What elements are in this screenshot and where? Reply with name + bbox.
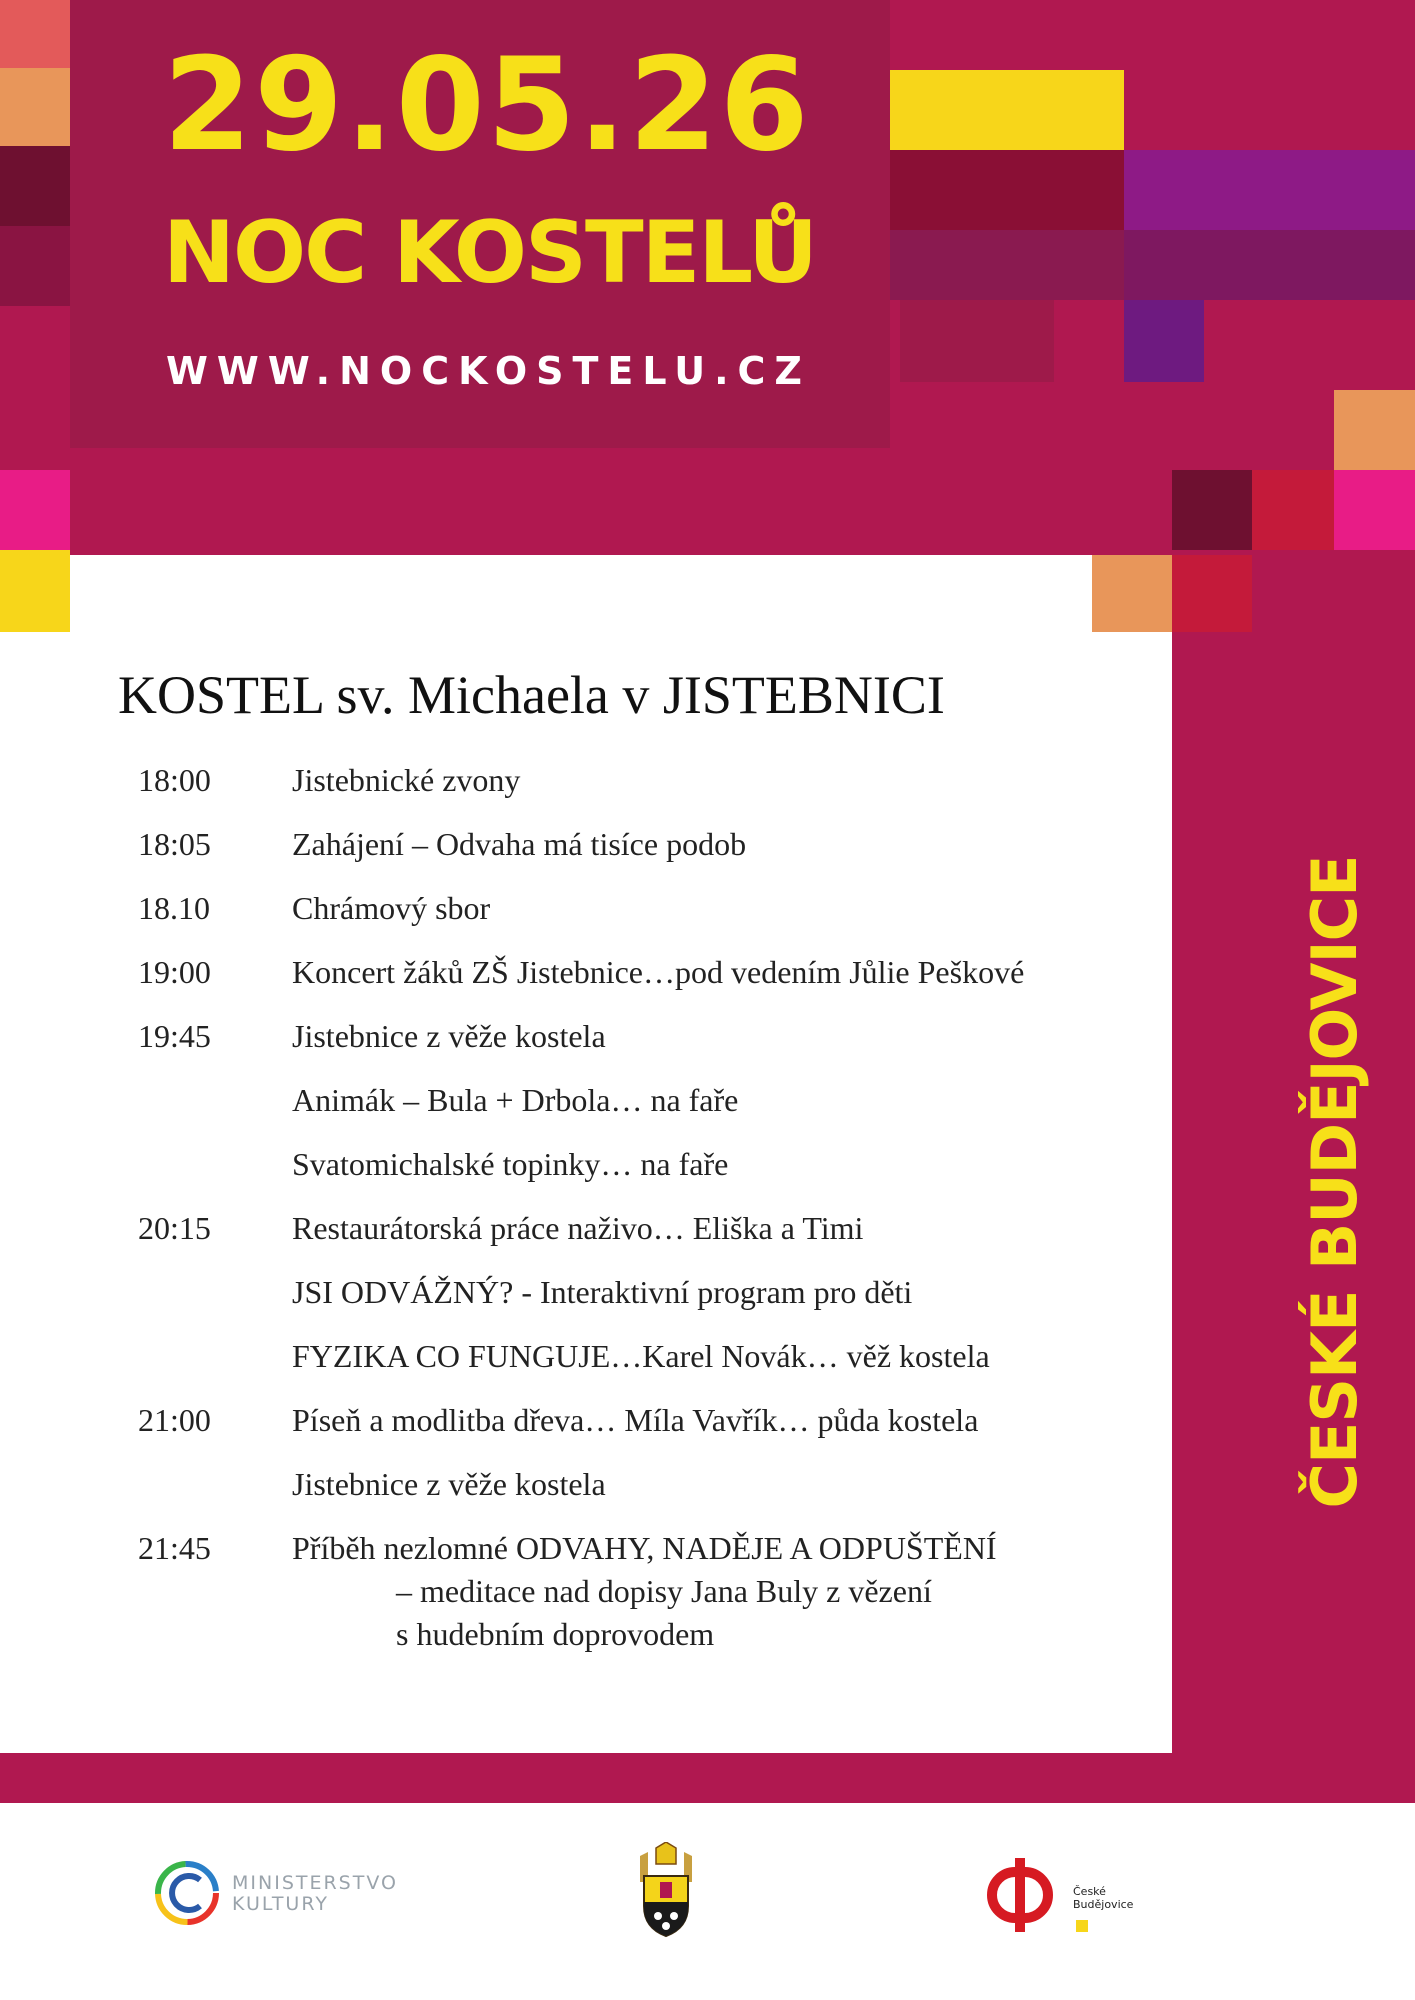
- schedule-text: Svatomichalské topinky… na faře: [292, 1146, 729, 1182]
- schedule-text: Restaurátorská práce naživo… Eliška a Timi: [292, 1210, 864, 1246]
- schedule-row: [138, 1146, 1148, 1210]
- deco-square: [890, 70, 1124, 150]
- schedule-list: [138, 762, 1148, 1653]
- deco-square: [1172, 470, 1252, 550]
- schedule-row: [138, 1466, 1148, 1530]
- schedule-row: [138, 1402, 1148, 1466]
- ministry-line: KULTURY: [232, 1893, 329, 1915]
- deco-square: [0, 226, 70, 306]
- schedule-time: 18:05: [138, 826, 211, 862]
- city-logo-text: [1073, 1885, 1133, 1911]
- schedule-row: [138, 1082, 1148, 1146]
- schedule-row: [138, 1018, 1148, 1082]
- schedule-row: [138, 954, 1148, 1018]
- deco-square: [900, 300, 1054, 382]
- schedule-row: [138, 1274, 1148, 1338]
- deco-square: [890, 150, 1124, 230]
- city-logo-square: [1076, 1920, 1088, 1932]
- schedule-time: 21:45: [138, 1530, 211, 1566]
- deco-square: [890, 230, 1124, 300]
- deco-square: [1092, 555, 1172, 632]
- schedule-row: [138, 1210, 1148, 1274]
- bottom-band: [0, 1753, 1415, 1803]
- event-date: 29.05.26: [163, 31, 811, 180]
- schedule-text-block: [292, 1530, 997, 1653]
- schedule-text: Chrámový sbor: [292, 890, 491, 926]
- schedule-time: 18.10: [138, 890, 210, 926]
- schedule-text: Animák – Bula + Drbola… na faře: [292, 1082, 739, 1118]
- ministry-logo-icon: [152, 1858, 222, 1928]
- schedule-text: Příběh nezlomné ODVAHY, NADĚJE A ODPUŠTĚNÍ: [292, 1530, 997, 1566]
- schedule-subtext: s hudebním doprovodem: [396, 1616, 715, 1652]
- schedule-row: [138, 1338, 1148, 1402]
- schedule-row: [138, 762, 1148, 826]
- schedule-text: Koncert žáků ZŠ Jistebnice…pod vedením Jůlie Peškové: [292, 954, 1025, 990]
- event-title: NOC KOSTELŮ: [163, 203, 816, 303]
- deco-square: [0, 68, 70, 146]
- schedule-subtext: – meditace nad dopisy Jana Buly z vězení: [396, 1573, 932, 1609]
- schedule-text: FYZIKA CO FUNGUJE…Karel Novák… věž kostela: [292, 1338, 990, 1374]
- diocese-coat-of-arms-icon: [630, 1842, 702, 1938]
- side-band: [1172, 555, 1415, 1803]
- deco-square: [1124, 230, 1415, 300]
- schedule-text: JSI ODVÁŽNÝ? - Interaktivní program pro děti: [292, 1274, 913, 1310]
- schedule-row: [138, 826, 1148, 890]
- city-line: České: [1073, 1885, 1106, 1898]
- schedule-time: 21:00: [138, 1402, 211, 1438]
- deco-square: [0, 550, 70, 632]
- schedule-time: 20:15: [138, 1210, 211, 1246]
- deco-square: [1252, 470, 1334, 550]
- schedule-time: 19:45: [138, 1018, 211, 1054]
- event-url[interactable]: WWW.NOCKOSTELU.CZ: [166, 349, 811, 393]
- city-logo-icon: [985, 1858, 1055, 1932]
- deco-square: [1334, 470, 1415, 550]
- city-side-label: ČESKÉ BUDĚJOVICE: [1298, 855, 1371, 1509]
- church-title: KOSTEL sv. Michaela v JISTEBNICI: [118, 665, 945, 725]
- deco-square: [1124, 300, 1204, 382]
- ministry-line: MINISTERSTVO: [232, 1872, 398, 1894]
- city-line: Budějovice: [1073, 1898, 1134, 1911]
- deco-square: [1124, 150, 1415, 230]
- deco-square: [0, 470, 70, 550]
- deco-square: [0, 146, 70, 226]
- schedule-text: Jistebnice z věže kostela: [292, 1466, 606, 1502]
- schedule-row: [138, 1530, 1148, 1653]
- schedule-row: [138, 890, 1148, 954]
- deco-square: [0, 0, 70, 68]
- deco-square: [1172, 555, 1252, 632]
- schedule-text: Jistebnické zvony: [292, 762, 521, 798]
- schedule-time: 19:00: [138, 954, 211, 990]
- schedule-text: Jistebnice z věže kostela: [292, 1018, 606, 1054]
- schedule-time: 18:00: [138, 762, 211, 798]
- ministry-name: [232, 1873, 398, 1915]
- schedule-text: Píseň a modlitba dřeva… Míla Vavřík… půda kostela: [292, 1402, 979, 1438]
- schedule-text: Zahájení – Odvaha má tisíce podob: [292, 826, 747, 862]
- deco-square: [1334, 390, 1415, 470]
